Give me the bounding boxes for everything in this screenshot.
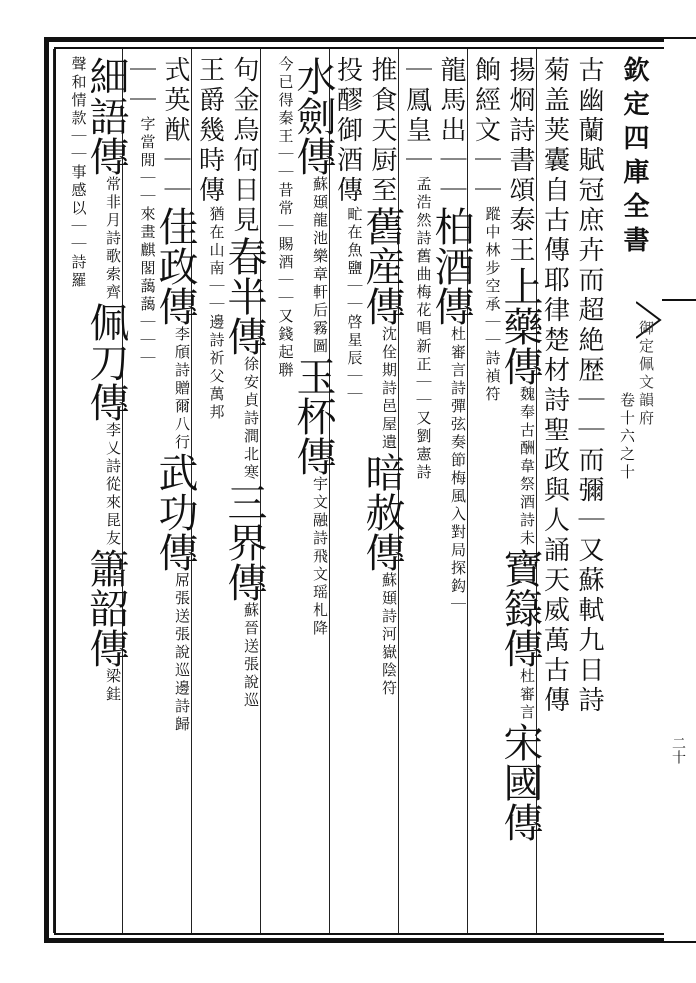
entry-heading: 武功傳: [152, 452, 198, 572]
annotation: 甿在魚鹽｜｜: [345, 206, 364, 314]
annotation: 徐安貞詩澗北寒: [242, 356, 260, 482]
text-column: [221, 56, 267, 926]
annotation: 梁銈: [104, 668, 122, 704]
entry-heading: 柏酒傳: [428, 206, 474, 326]
page-number: 二十: [670, 736, 686, 764]
annotation: 猶在山南｜｜: [207, 206, 226, 314]
body-text: ｜鳳皇｜: [401, 56, 432, 176]
annotation: 聲和情款｜｜: [69, 56, 88, 164]
annotation: 屌張送張說巡邊詩歸: [173, 572, 191, 734]
annotation: 來畫麒閣藹藹｜｜｜: [138, 206, 157, 368]
entry-heading: 佳政傳: [152, 206, 198, 326]
annotation: 事感以｜｜: [69, 164, 88, 254]
annotation: 邊詩祈父萬邦: [207, 314, 226, 422]
entry-heading: 水劍傳: [290, 56, 336, 176]
annotation: 宇文融詩飛文瑶札降: [311, 476, 329, 638]
entry-heading: 寶籙傳: [497, 548, 543, 668]
body-text: 推食天厨至: [367, 56, 397, 206]
entry-heading: 簫韶傳: [83, 548, 129, 668]
annotation: 詩禎符: [483, 350, 502, 404]
body-text: 投醪御酒傳: [332, 56, 363, 206]
annotation: 蘇頲詩河嶽陰符: [380, 572, 398, 698]
body-text: ｜｜: [125, 56, 156, 116]
entry-heading: 暗赦傳: [359, 452, 405, 572]
body-text: 餉經文｜｜: [470, 56, 501, 206]
book-subtitle: 御定佩文韻府: [637, 320, 655, 428]
body-text: 王爵幾時傳: [194, 56, 225, 206]
annotation: 蘇頲龍池樂章軒后霧圖: [311, 176, 329, 356]
body-text: ｜｜而彌｜又蘇軾九日詩: [574, 386, 604, 716]
annotation: 李乂詩從來昆友: [104, 422, 122, 548]
text-column: [330, 56, 365, 926]
annotation: 賜酒｜｜又錢起聨: [276, 236, 295, 380]
body-text: 龍馬出｜｜: [436, 56, 466, 206]
text-column: [468, 56, 503, 926]
text-column: [572, 56, 607, 926]
annotation: 蹤中林步空承｜｜: [483, 206, 502, 350]
text-column: [290, 56, 336, 926]
annotation: 杜審言: [518, 668, 536, 722]
entry-heading: 三界傳: [221, 482, 267, 602]
page-edge-band: [662, 37, 696, 943]
body-text: 揚烱詩書頌泰王: [505, 56, 535, 266]
entry-heading: 玉杯傳: [290, 356, 336, 476]
annotation: 蘇晉送張說巡: [242, 602, 260, 710]
text-column: [83, 56, 129, 926]
volume-label: 卷十六之十: [618, 392, 636, 482]
annotation: 字當閒｜｜: [138, 116, 157, 206]
entry-heading: 上藥傳: [497, 266, 543, 386]
annotation: 沈佺期詩邑屋遺: [380, 326, 398, 452]
text-column: [359, 56, 405, 926]
text-column: [428, 56, 474, 926]
entry-heading: 佩刀傳: [83, 302, 129, 422]
entry-heading: 細語傳: [83, 56, 129, 176]
body-text: 句金烏何日見: [229, 56, 259, 236]
body-text: 式英猷｜｜: [160, 56, 190, 206]
annotation: 李頎詩贈爾八行: [173, 326, 191, 452]
annotation: 杜審言詩彈弦奏節梅風入對局探鈎｜: [449, 326, 467, 614]
body-text: 菊盖荚囊自古傳耶律楚材詩聖政與人誦天威萬古傳: [539, 56, 570, 716]
annotation: 詩羅: [69, 254, 88, 290]
entry-heading: 宋國傳: [497, 722, 543, 842]
book-title: 欽定四庫全書: [619, 56, 649, 260]
entry-heading: 春半傳: [221, 236, 267, 356]
annotation: 啓星辰｜｜: [345, 314, 364, 404]
annotation: 昔常｜: [276, 182, 295, 236]
text-column: [497, 56, 543, 926]
text-column: [54, 56, 89, 926]
annotation: 魏奉古酬韋祭酒詩未: [518, 386, 536, 548]
text-column: [152, 56, 198, 926]
entry-heading: 舊産傳: [359, 206, 405, 326]
annotation: 孟浩然詩舊曲梅花唱新正｜｜又劉憲詩: [414, 176, 433, 482]
annotation: 今已得秦王｜｜: [276, 56, 295, 182]
body-text: 古幽蘭賦冠庶卉而超絶歴: [574, 56, 604, 386]
annotation: 常非月詩歌索齊: [104, 176, 122, 302]
text-column: [123, 56, 158, 926]
